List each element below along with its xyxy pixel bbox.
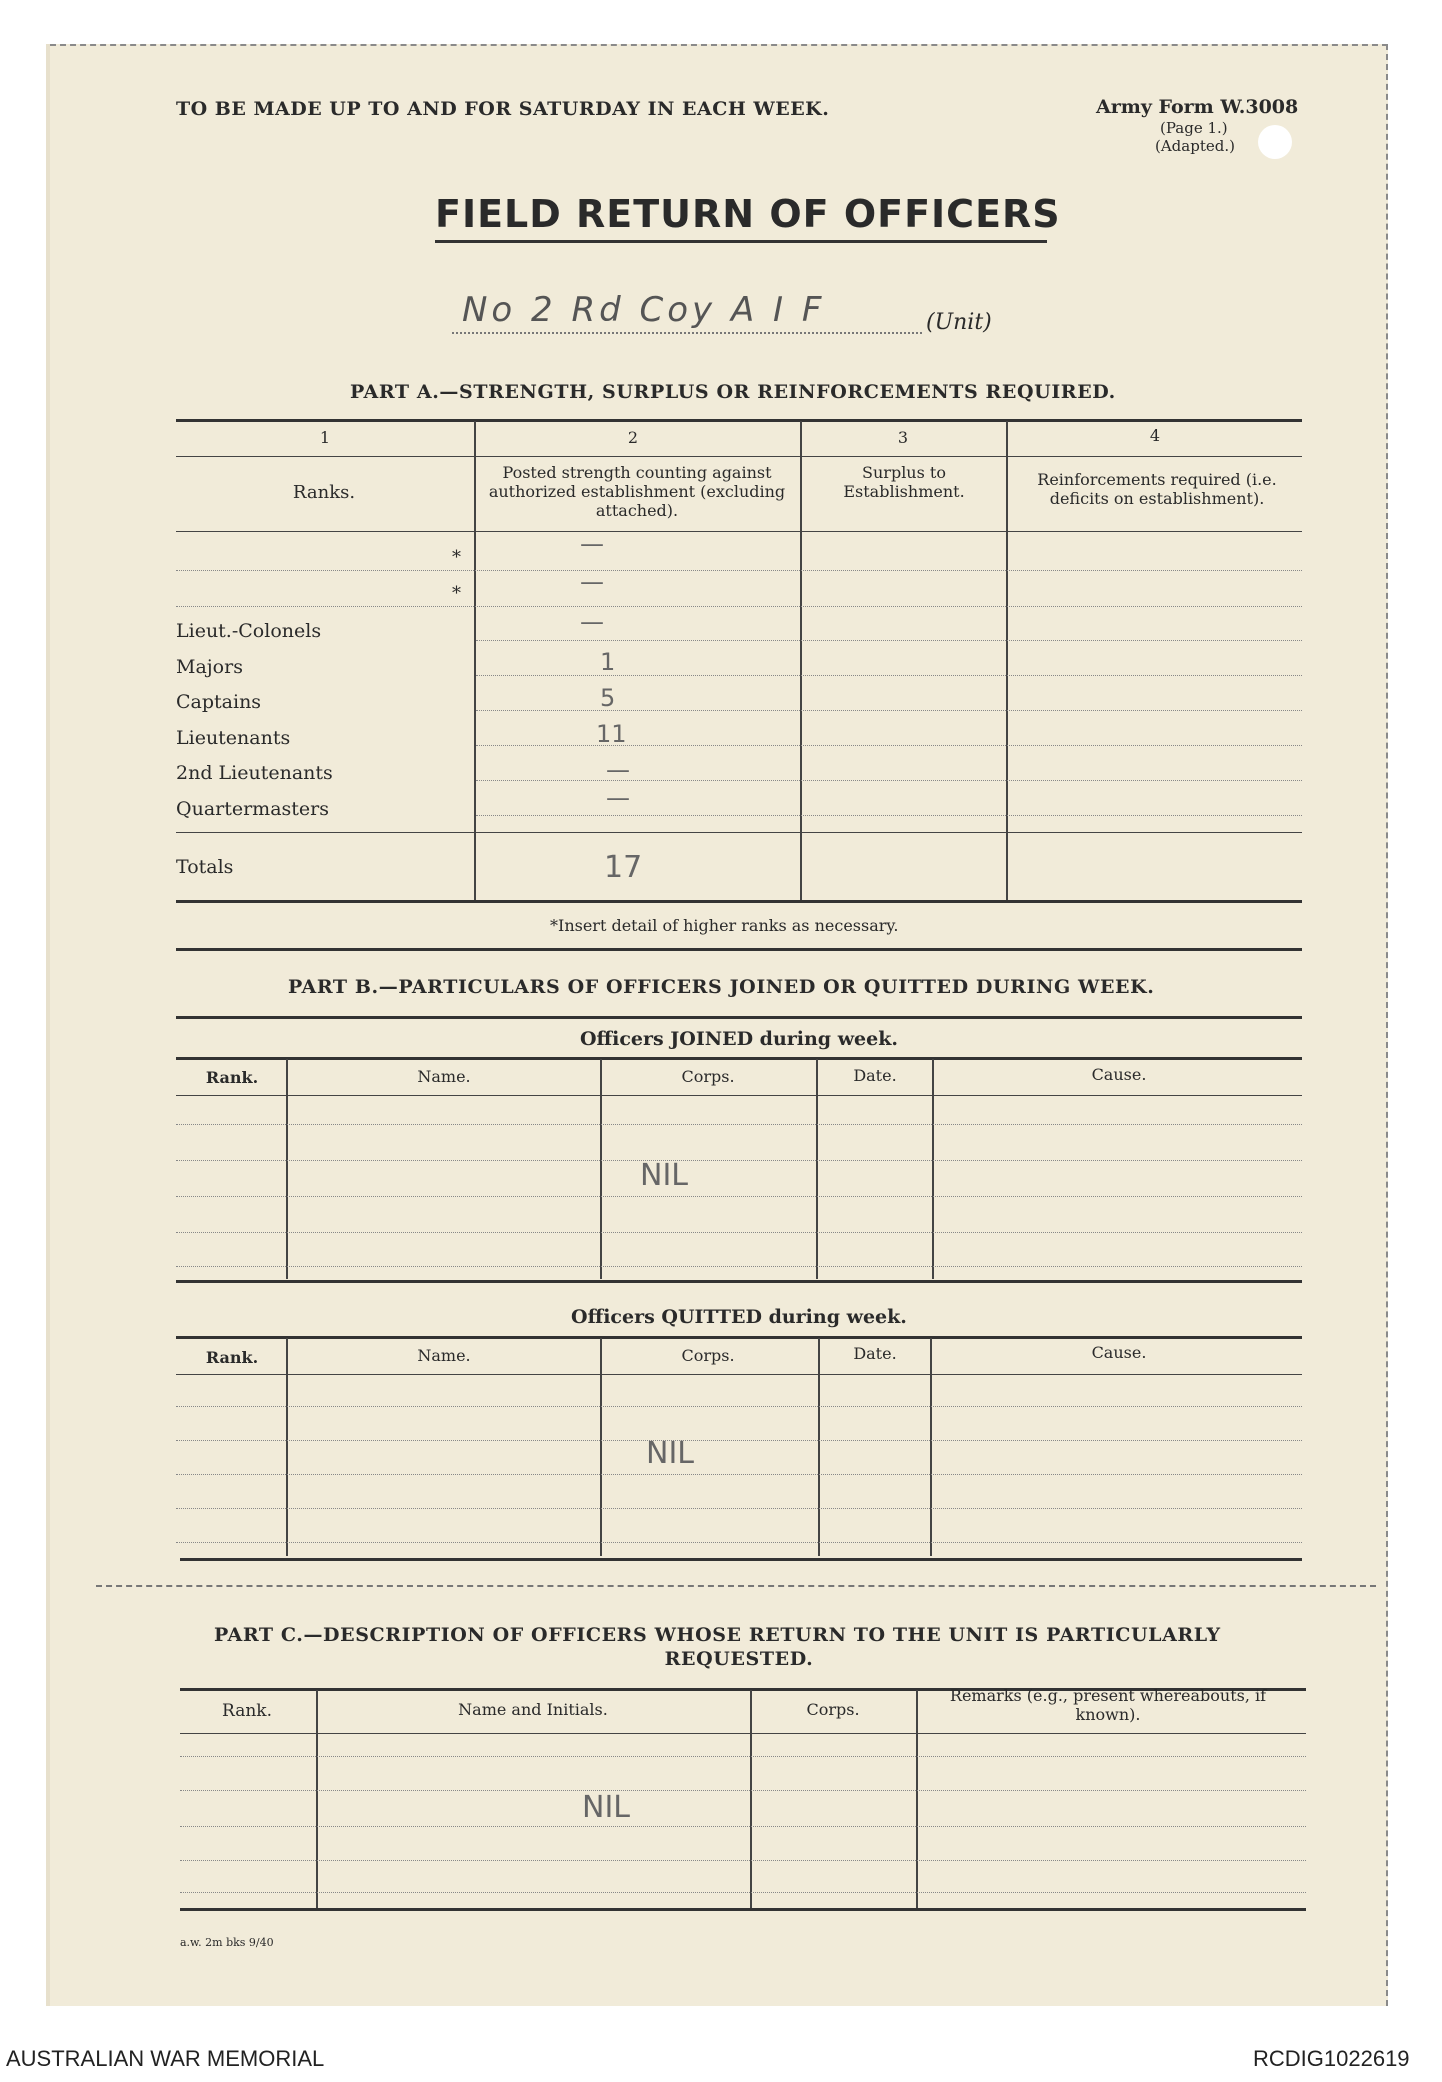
perforation-line bbox=[96, 1585, 1376, 1587]
joined-vline bbox=[816, 1059, 818, 1279]
row-line bbox=[176, 570, 1302, 571]
form-adapted: (Adapted.) bbox=[1155, 137, 1235, 155]
print-code: a.w. 2m bks 9/40 bbox=[180, 1936, 274, 1949]
posted-value: — bbox=[580, 568, 604, 596]
totals-rule bbox=[176, 832, 1302, 833]
joined-bottom-rule bbox=[176, 1280, 1302, 1283]
joined-header-rule bbox=[176, 1057, 1302, 1060]
quitted-row-line bbox=[176, 1474, 1302, 1475]
col-header-posted: Posted strength counting against authorized establishment (excluding attached). bbox=[488, 463, 786, 520]
row-line bbox=[176, 606, 1302, 607]
joined-col-date: Date. bbox=[853, 1066, 897, 1085]
part-b-top-rule bbox=[176, 1016, 1302, 1019]
rank-label: Captains bbox=[176, 691, 262, 713]
part-a-vline-1 bbox=[474, 421, 476, 903]
part-a-footnote-rule bbox=[176, 948, 1302, 951]
part-b-heading: PART B.—PARTICULARS OF OFFICERS JOINED OR QUITTED DURING WEEK. bbox=[288, 976, 1155, 998]
part-c-row-line bbox=[180, 1892, 1306, 1893]
col-header-rule bbox=[176, 531, 1302, 532]
part-c-col-name: Name and Initials. bbox=[458, 1700, 608, 1719]
quitted-subheader-rule bbox=[176, 1374, 1302, 1375]
part-c-row-line bbox=[180, 1826, 1306, 1827]
quitted-row-line bbox=[176, 1406, 1302, 1407]
part-c-col-corps: Corps. bbox=[806, 1700, 860, 1719]
unit-handwritten: No 2 Rd Coy A I F bbox=[462, 290, 826, 330]
quitted-col-rank: Rank. bbox=[205, 1348, 259, 1367]
page-title: FIELD RETURN OF OFFICERS bbox=[435, 192, 1061, 236]
caption-left: AUSTRALIAN WAR MEMORIAL bbox=[6, 2046, 325, 2071]
rank-label: Majors bbox=[176, 656, 243, 678]
header-instruction: TO BE MADE UP TO AND FOR SATURDAY IN EACH WEEK. bbox=[176, 98, 830, 120]
joined-col-name: Name. bbox=[417, 1067, 471, 1086]
form-number: Army Form W.3008 bbox=[1096, 96, 1299, 118]
col-number-4: 4 bbox=[1149, 426, 1161, 445]
quitted-vline bbox=[930, 1338, 932, 1556]
part-a-bottom-rule bbox=[176, 900, 1302, 903]
posted-value: — bbox=[606, 756, 630, 784]
col-header-surplus: Surplus to Establishment. bbox=[843, 463, 965, 501]
part-c-heading-line1: PART C.—DESCRIPTION OF OFFICERS WHOSE RETURN TO THE UNIT IS PARTICULARLY bbox=[214, 1624, 1221, 1646]
part-c-col-remarks: Remarks (e.g., present whereabouts, if known). bbox=[949, 1686, 1267, 1724]
quitted-vline bbox=[818, 1338, 820, 1556]
part-a-heading: PART A.—STRENGTH, SURPLUS OR REINFORCEMENTS REQUIRED. bbox=[350, 381, 1116, 403]
rank-label: Lieutenants bbox=[176, 727, 291, 749]
star-mark: * bbox=[452, 583, 461, 604]
joined-nil: NIL bbox=[640, 1158, 689, 1193]
row-line bbox=[476, 815, 1302, 816]
joined-vline bbox=[286, 1059, 288, 1279]
star-mark: * bbox=[452, 547, 461, 568]
quitted-col-name: Name. bbox=[417, 1346, 471, 1365]
unit-label: (Unit) bbox=[926, 310, 992, 335]
joined-row-line bbox=[176, 1124, 1302, 1125]
part-c-row-line bbox=[180, 1790, 1306, 1791]
rank-label: Quartermasters bbox=[176, 798, 329, 820]
unit-dotted-line bbox=[452, 332, 922, 334]
posted-value: — bbox=[580, 530, 604, 558]
quitted-col-corps: Corps. bbox=[681, 1346, 735, 1365]
posted-value: 1 bbox=[600, 648, 616, 676]
joined-row-line bbox=[176, 1160, 1302, 1161]
joined-title: Officers JOINED during week. bbox=[579, 1028, 899, 1050]
caption-right: RCDIG1022619 bbox=[1253, 2046, 1410, 2071]
rank-label: 2nd Lieutenants bbox=[176, 762, 333, 784]
joined-subheader-rule bbox=[176, 1095, 1302, 1096]
rank-label: Lieut.-Colonels bbox=[176, 620, 322, 642]
row-line bbox=[476, 780, 1302, 781]
quitted-vline bbox=[286, 1338, 288, 1556]
quitted-row-line bbox=[176, 1508, 1302, 1509]
quitted-vline bbox=[600, 1338, 602, 1556]
quitted-row-line bbox=[176, 1440, 1302, 1441]
posted-value: — bbox=[580, 608, 604, 636]
part-a-vline-3 bbox=[1006, 421, 1008, 903]
row-line bbox=[476, 640, 1302, 641]
col-number-1: 1 bbox=[319, 428, 331, 447]
quitted-bottom-rule bbox=[180, 1558, 1302, 1561]
part-c-row-line bbox=[180, 1860, 1306, 1861]
part-c-bottom-rule bbox=[180, 1908, 1306, 1911]
joined-row-line bbox=[176, 1266, 1302, 1267]
quitted-col-cause: Cause. bbox=[1091, 1343, 1147, 1362]
joined-col-rank: Rank. bbox=[205, 1068, 259, 1087]
part-c-vline bbox=[750, 1690, 752, 1910]
col-header-reinforcements: Reinforcements required (i.e. deficits on establishment). bbox=[1037, 470, 1277, 508]
part-a-vline-2 bbox=[800, 421, 802, 903]
quitted-header-rule bbox=[176, 1336, 1302, 1339]
form-page: (Page 1.) bbox=[1160, 119, 1228, 137]
joined-col-corps: Corps. bbox=[681, 1067, 735, 1086]
totals-label: Totals bbox=[176, 856, 234, 878]
posted-value: 11 bbox=[596, 720, 627, 748]
part-c-vline bbox=[916, 1690, 918, 1910]
col-header-ranks: Ranks. bbox=[292, 482, 356, 503]
title-underline bbox=[435, 240, 1047, 243]
col-number-rule bbox=[176, 456, 1302, 457]
totals-value: 17 bbox=[604, 850, 643, 885]
col-number-3: 3 bbox=[897, 428, 909, 447]
part-c-heading-line2: REQUESTED. bbox=[664, 1648, 814, 1670]
punch-hole bbox=[1258, 125, 1292, 159]
part-c-col-rank: Rank. bbox=[222, 1701, 272, 1721]
joined-col-cause: Cause. bbox=[1091, 1065, 1147, 1084]
col-number-2: 2 bbox=[627, 428, 639, 447]
posted-value: — bbox=[606, 784, 630, 812]
quitted-row-line bbox=[176, 1542, 1302, 1543]
quitted-col-date: Date. bbox=[853, 1344, 897, 1363]
part-c-row-line bbox=[180, 1756, 1306, 1757]
part-c-subheader-rule bbox=[180, 1733, 1306, 1734]
quitted-nil: NIL bbox=[646, 1436, 695, 1471]
part-c-vline bbox=[316, 1690, 318, 1910]
part-a-top-rule bbox=[176, 419, 1302, 422]
quitted-title: Officers QUITTED during week. bbox=[571, 1306, 907, 1328]
joined-vline bbox=[600, 1059, 602, 1279]
part-a-footnote: *Insert detail of higher ranks as necessary. bbox=[550, 916, 899, 935]
part-c-nil: NIL bbox=[582, 1790, 631, 1825]
posted-value: 5 bbox=[600, 684, 616, 712]
joined-vline bbox=[932, 1059, 934, 1279]
joined-row-line bbox=[176, 1196, 1302, 1197]
joined-row-line bbox=[176, 1232, 1302, 1233]
